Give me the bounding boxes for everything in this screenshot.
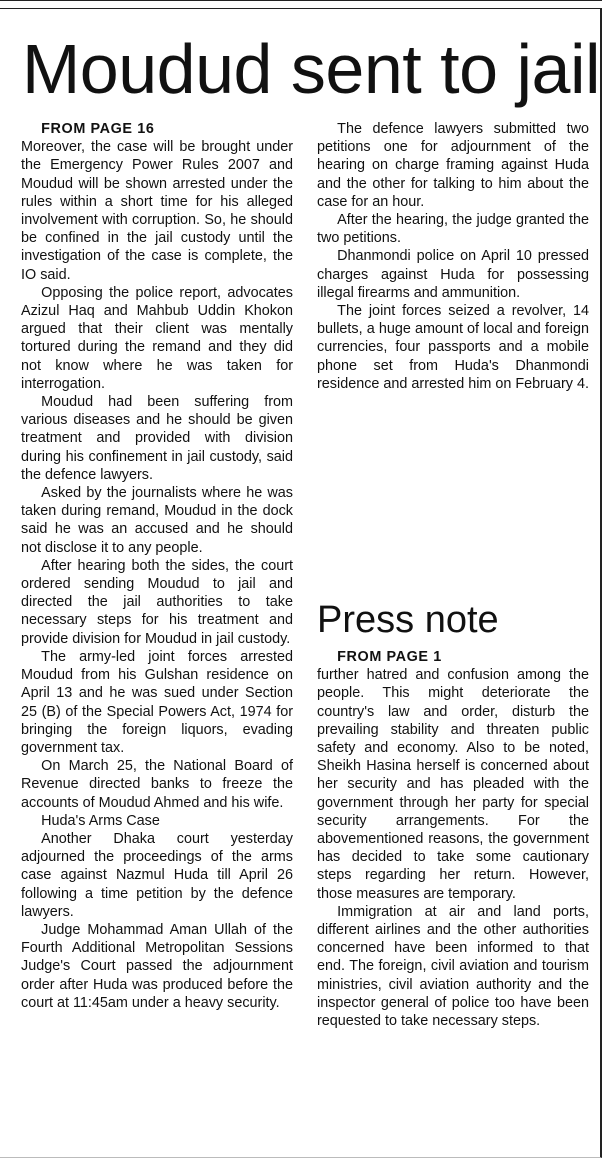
- press-note-body: [317, 648, 589, 1030]
- press-note-headline: Press note: [317, 599, 499, 641]
- paragraph: The joint forces seized a revolver, 14 bullets, a huge amount of local and foreign currencies, four passports and a mobile phone set from Huda's Dhanmondi residence and arrested him on February 4.: [317, 303, 589, 392]
- press-note-header: [317, 598, 589, 642]
- subheading: Huda's Arms Case: [41, 812, 160, 829]
- paragraph: On March 25, the National Board of Revenue directed banks to freeze the accounts of Moudud Ahmed and his wife.: [21, 758, 293, 811]
- paragraph: Judge Mohammad Aman Ullah of the Fourth Additional Metropolitan Sessions Judge's Court passed the adjournment order after Huda was produced before the court at 11:45am under a heavy security.: [21, 921, 293, 1011]
- article-column-left: [21, 120, 293, 1012]
- paragraph: After the hearing, the judge granted the two petitions.: [317, 212, 589, 247]
- paragraph: The defence lawyers submitted two petitions one for adjournment of the hearing on charge framing against Huda and the other for talking to him about the case for an hour.: [317, 121, 589, 210]
- paragraph: Dhanmondi police on April 10 pressed charges against Huda for possessing illegal firearms and ammunition.: [317, 248, 589, 301]
- paragraph: The army-led joint forces arrested Moudud from his Gulshan residence on April 13 and he was sued under Section 25 (B) of the Special Powers Act, 1974 for bringing the foreign liquors, evading government tax.: [21, 648, 293, 756]
- article-column-right: [317, 120, 589, 393]
- paragraph: Another Dhaka court yesterday adjourned the proceedings of the arms case against Nazmul Huda till April 26 following a time petition by the defence lawyers.: [21, 830, 293, 920]
- paragraph: Moreover, the case will be brought under the Emergency Power Rules 2007 and Moudud will be shown arrested under the rules within a short time for his alleged involvement with corruption. So, he should be confined in the jail custody until the investigation of the case is complete, the IO said.: [21, 139, 293, 283]
- top-rule: [0, 0, 602, 9]
- paragraph: Opposing the police report, advocates Azizul Haq and Mahbub Uddin Khokon argued that their client was mentally tortured during the remand and they did not know where he was taken for interrogation.: [21, 284, 293, 392]
- paragraph: Moudud had been suffering from various diseases and he should be given treatment and provided with division during his confinement in jail custody, said the defence lawyers.: [21, 394, 293, 483]
- continuation-label: FROM PAGE 16: [41, 121, 155, 137]
- paragraph: After hearing both the sides, the court ordered sending Moudud to jail and directed the jail authorities to take necessary steps for his treatment and provide division for Moudud in jail custody.: [21, 557, 293, 647]
- article-headline: Moudud sent to jail: [22, 30, 601, 108]
- paragraph: Asked by the journalists where he was taken during remand, Moudud in the dock said he was an accused and he should not disclose it to any people.: [21, 485, 293, 556]
- continuation-label: FROM PAGE 1: [337, 649, 442, 665]
- paragraph: Immigration at air and land ports, different airlines and the other authorities concerned have been informed to that end. The foreign, civil aviation and tourism ministries, civil aviation authority and the inspector general of police too have been requested to take necessary steps.: [317, 903, 589, 1030]
- paragraph: further hatred and confusion among the people. This might deteriorate the country's law and order, disturb the prevailing stability and threaten public safety and economy. Also to be noted, Sheikh Hasina herself is concerned about her security and has pleaded with the government through her party for special security arrangements. For the abovementioned reasons, the government has decided to take some cautionary steps regarding her return. However, those measures are temporary.: [317, 667, 589, 902]
